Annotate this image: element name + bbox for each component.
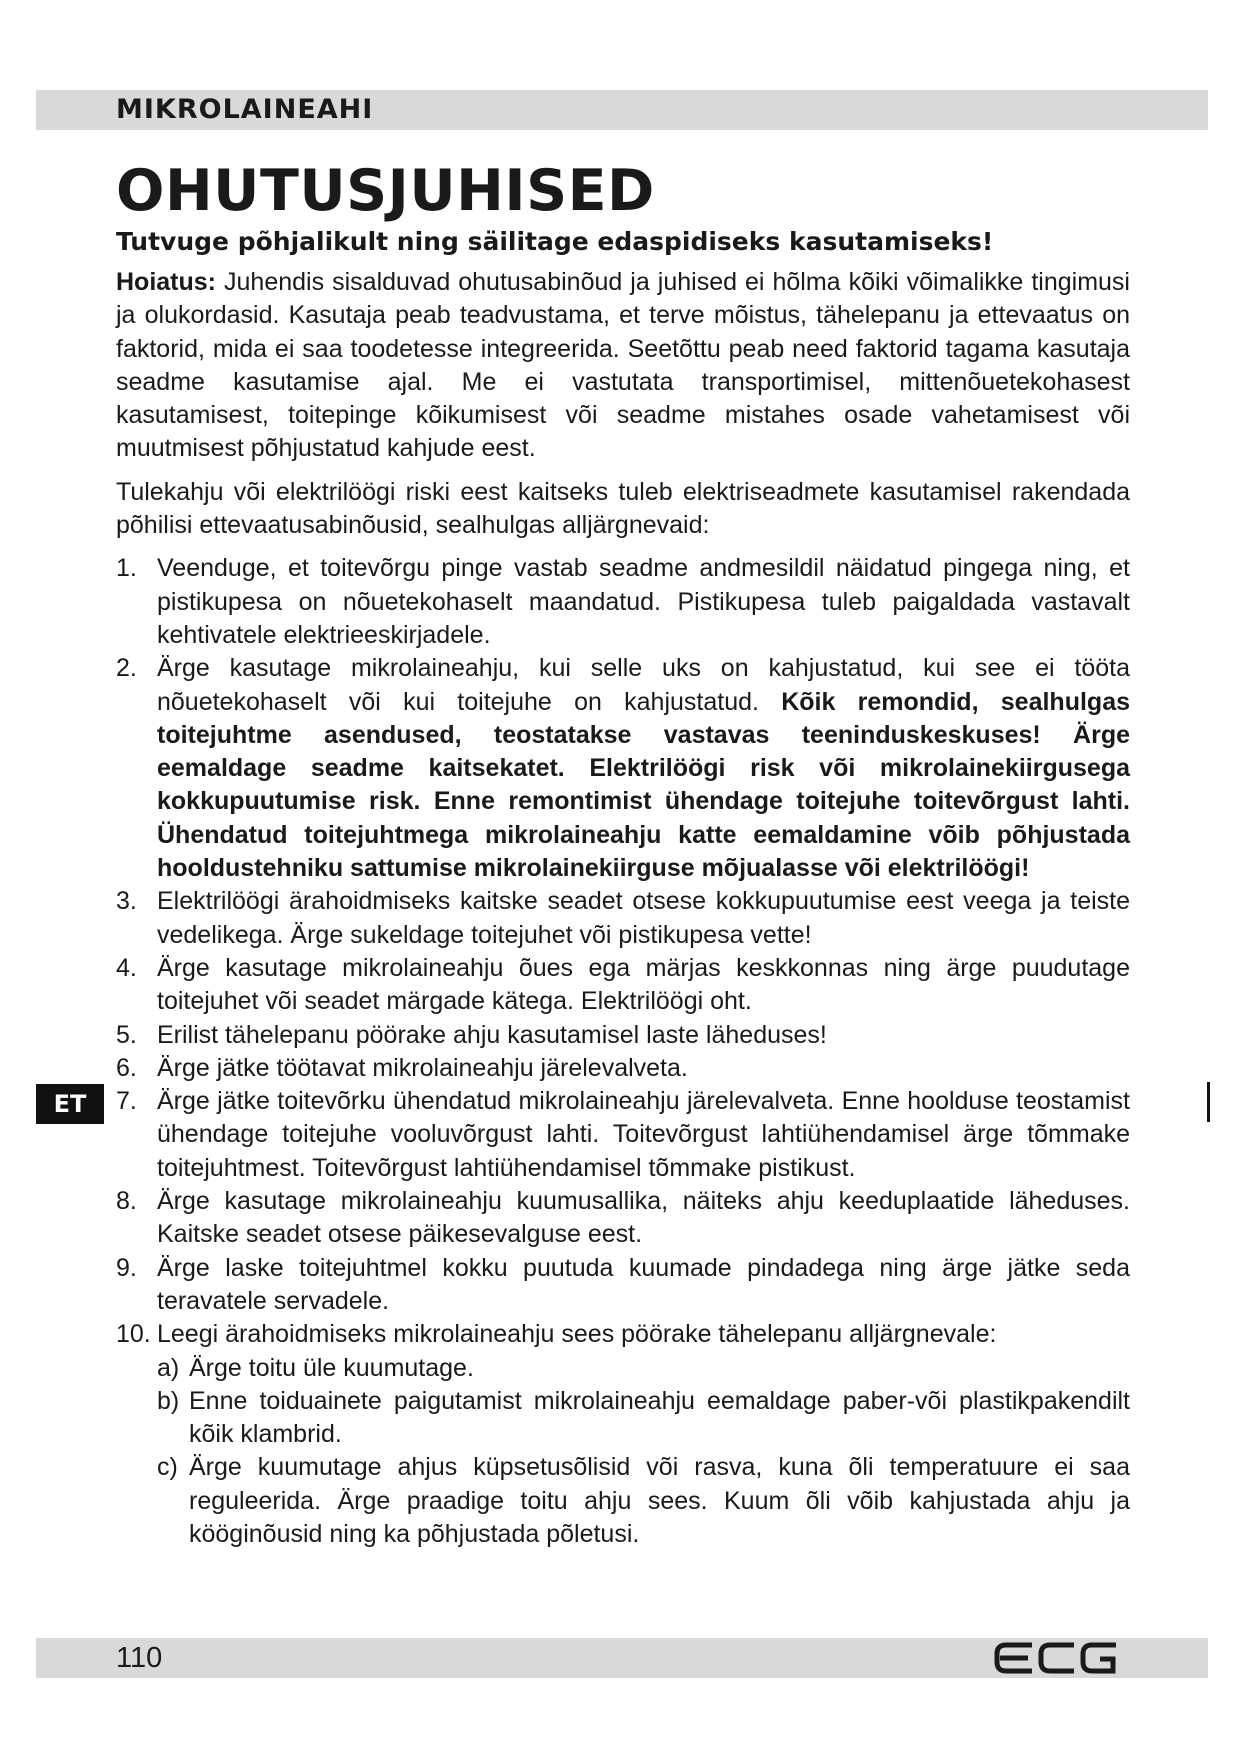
sub-item-letter: c) [157,1453,178,1482]
page-subtitle: Tutvuge põhjalikult ning säilitage edaspidiseks kasutamiseks! [116,227,994,256]
list-item [116,1252,1130,1319]
sub-item-letter: b) [157,1386,180,1415]
sub-list-item [157,1451,1130,1551]
page-number: 110 [116,1642,163,1674]
ecg-logo-icon [994,1642,1118,1674]
item-text: Veenduge, et toitevõrgu pinge vastab seadme andmesildil näidatud pingega ning, et pistikupesa on nõuetekohaselt maandatud. Pistikupesa tuleb paigaldada vastavalt kehtivatele elektrieeskirjadele. [157,554,1130,649]
item-number: 3. [116,887,137,916]
list-item [116,1052,1130,1085]
list-item [116,552,1130,652]
intro-paragraph: Tulekahju või elektrilöögi riski eest kaitseks tuleb elektriseadmete kasutamisel rakendada põhilisi ettevaatusabinõusid, sealhulgas alljärgnevaid: [116,477,1130,540]
item-number: 1. [116,554,137,583]
item-number: 2. [116,654,137,683]
sub-item-text: Ärge kuumutage ahjus küpsetusõlisid või rasva, kuna õli temperatuure ei saa reguleerida. Ärge praadige toitu ahju sees. Kuum õli võib kahjustada ahju ja kööginõusid ning ka põhjustada põletusi. [189,1453,1130,1548]
section-label: MIKROLAINEAHI [116,94,374,125]
warning-label: Hoiatus: [116,268,216,296]
sub-item-text: Enne toiduainete paigutamist mikrolaineahju eemaldage paber-või plastikpakendilt kõik klambrid. [189,1386,1130,1449]
header-bar [36,90,1208,130]
item-number: 6. [116,1053,137,1082]
item-text: Ärge jätke toitevõrku ühendatud mikrolaineahju järelevalveta. Enne hoolduse teostamist ühendage toitejuhe vooluvõrgust lahti. Toitevõrgust lahtiühendamisel ärge tõmmake toitejuhtmest. Toitevõrgust lahtiühendamisel tõmmake pistikust. [157,1087,1130,1182]
item-text: Erilist tähelepanu pöörake ahju kasutamisel laste läheduses! [157,1020,827,1049]
margin-marker [1207,1082,1210,1122]
page-title: OHUTUSJUHISED [116,158,655,224]
list-item [116,1318,1130,1551]
warning-paragraph [116,266,1130,466]
sub-list-item [157,1385,1130,1452]
list-item [116,1185,1130,1252]
safety-rules-list [116,552,1130,1551]
sub-item-text: Ärge toitu üle kuumutage. [189,1353,474,1382]
item-bold-text: Kõik remondid, sealhulgas toitejuhtme asendused, teostatakse vastavas teeninduskeskuses! Ärge eemaldage seadme kaitsekatet. Elektrilöögi risk või mikrolainekiirgusega kokkupuutumise risk. Enne remontimist ühendage toitejuhe toitevõrgust lahti. Ühendatud toitejuhtmega mikrolaineahju katte eemaldamine võib põhjustada hooldustehniku sattumise mikrolainekiirguse mõjualasse või elektrilöögi! [157,687,1130,883]
item-number: 5. [116,1020,137,1049]
sub-item-letter: a) [157,1353,180,1382]
sub-list [157,1352,1130,1552]
item-text: Elektrilöögi ärahoidmiseks kaitske seadet otsese kokkupuutumise eest veega ja teiste vedelikega. Ärge sukeldage toitejuhet või pistikupesa vette! [157,887,1130,949]
list-item [116,952,1130,1019]
warning-text: Juhendis sisalduvad ohutusabinõud ja juhised ei hõlma kõiki võimalikke tingimusi ja olukordasid. Kasutaja peab teadvustama, et terve mõistus, tähelepanu ja ettevaatus on faktorid, mida ei saa toodetesse integreerida. Seetõttu peab need faktorid tagama kasutaja seadme kasutamise ajal. Me ei vastutata transportimisel, mittenõuetekohasest kasutamisest, toitepinge kõikumisest või seadme mistahes osade vahetamisest või muutmisest põhjustatud kahjude eest. [116,268,1130,463]
item-text: Ärge jätke töötavat mikrolaineahju järelevalveta. [157,1053,688,1082]
item-number: 7. [116,1087,137,1116]
item-number: 8. [116,1187,137,1216]
item-number: 4. [116,953,137,982]
item-text: Leegi ärahoidmiseks mikrolaineahju sees pöörake tähelepanu alljärgnevale: [157,1320,997,1349]
sub-list-item [157,1352,1130,1385]
item-number: 10. [116,1320,151,1349]
list-item [116,1019,1130,1052]
item-text: Ärge laske toitejuhtmel kokku puutuda kuumade pindadega ning ärge jätke seda teravatele servadele. [157,1253,1130,1315]
item-number: 9. [116,1253,137,1282]
item-text: Ärge kasutage mikrolaineahju kuumusallika, näiteks ahju keeduplaatide läheduses. Kaitske seadet otsese päikesevalguse eest. [157,1187,1130,1249]
list-item [116,885,1130,952]
list-item [116,1085,1130,1185]
item-text: Ärge kasutage mikrolaineahju, kui selle uks on kahjustatud, kui see ei tööta nõuetekohaselt või kui toitejuhe on kahjustatud. [157,654,1130,716]
language-tab: ET [36,1084,104,1124]
page-content [116,156,1130,1551]
list-item [116,652,1130,885]
footer-bar [36,1638,1208,1678]
item-text: Ärge kasutage mikrolaineahju õues ega märjas keskkonnas ning ärge puudutage toitejuhet või seadet märgade kätega. Elektrilöögi oht. [157,953,1130,1016]
